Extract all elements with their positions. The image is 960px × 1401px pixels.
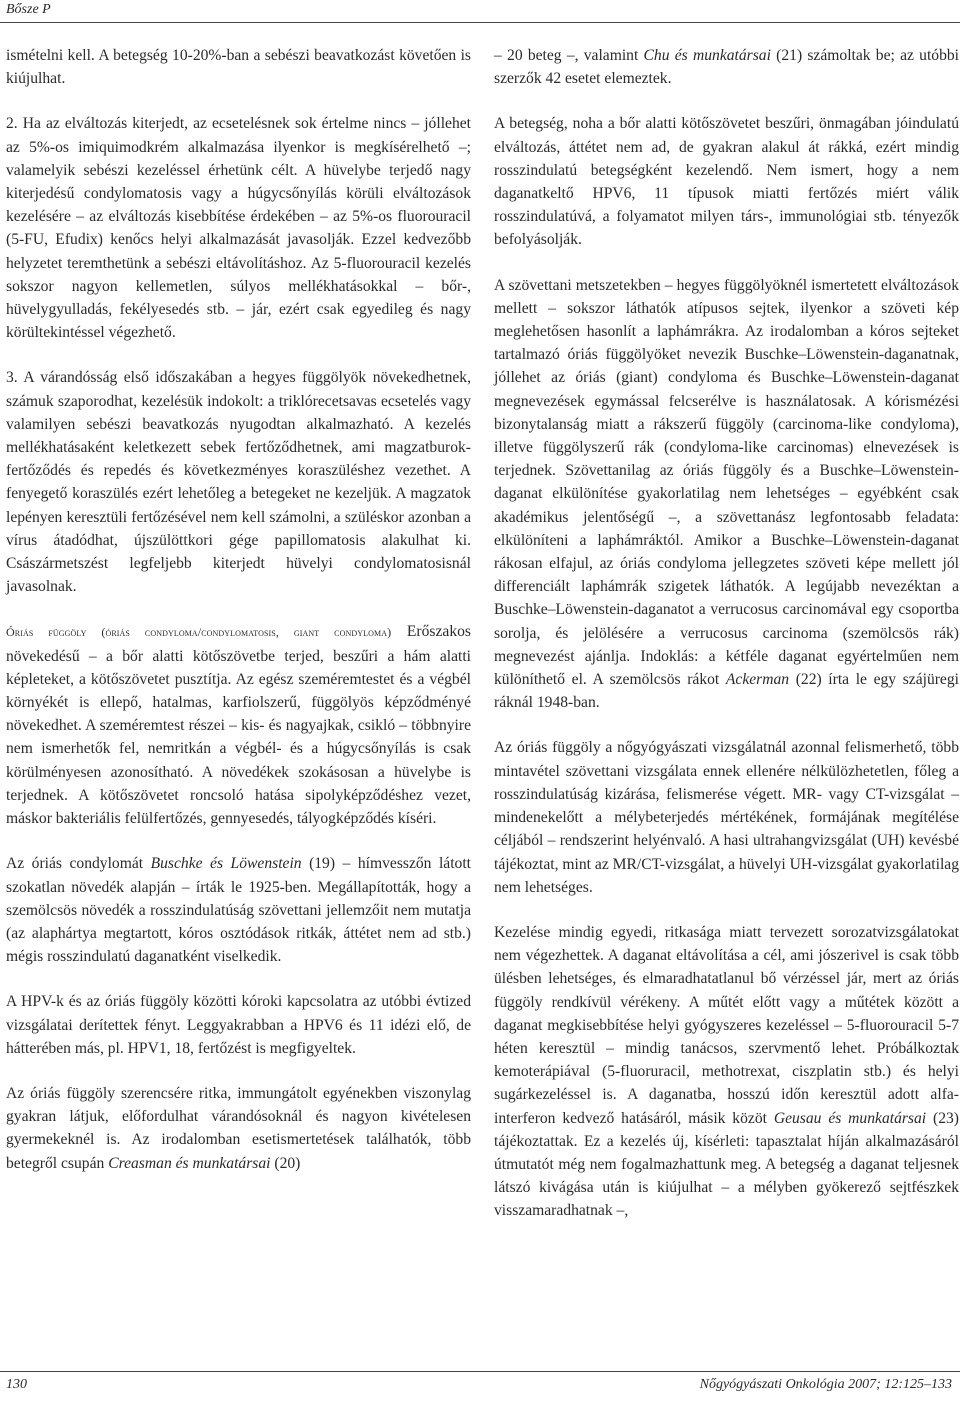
author-citation: Chu és munkatársai [643, 47, 771, 64]
right-column [494, 44, 959, 1223]
section-heading-giant-condyloma: Óriás függöly (óriás condyloma/condylomatosis, giant condyloma) [6, 625, 392, 640]
author-citation: Ackerman [725, 671, 790, 689]
text-run: A szövettani metszetekben – hegyes függölyöknél ismertetett elváltozások mellett – sokszor láthatók atípusos sejtek, ilyenkor a szöveti kép meglehetősen hasonlít a laphámrákra. Az irodalomban a kóros sejteket tartalmazó óriás függölyöket nevezik Buschke–Löwenstein-daganatnak, jóllehet az óriás (giant) condyloma és Buschke–Löwenstein-daganat megnevezések egymással felcserélve is használatosak. A kórismézési bizonytalanság miatt a rákszerű függöly (carcinoma-like condyloma), illetve függölyszerű rák (condyloma-like carcinomas) elnevezések is terjednek. Szövettanilag az óriás függöly és a Buschke–Löwenstein-daganat elkülönítése gyakorlatilag nem lehetséges – egyébként csak akadémikus jelentőségű –, a szövettanász legfontosabb feladata: elkülöníteni a laphámráktól. Amikor a Buschke–Löwenstein-daganat rákosan elfajul, az óriás condyloma jellegzetes szöveti képe mellett jól differenciált laphámrák szigetek láthatók. A legújabb nevezéktan a Buschke–Löwenstein-daganatot a verrucosus carcinomával egy csoportba sorolja, és jelölésére a verrucosus carcinoma (szemölcsös rák) megnevezést ajánlja. Indoklás: a kétféle daganat egyértelműen nem különíthető el. A szemölcsös rákot [494, 276, 959, 689]
paragraph-left-2: 3. A várandósság első időszakában a hegyes függölyök növekedhetnek, számuk szaporodhat, kezelésük indokolt: a triklórecetsavas ecsetelés vagy valamilyen sebészi beavatkozás nyugodtan alkalmazható. A kezelés mellékhatásaként keletkezett sebek fertőződhetnek, ami magzatburok-fertőződés és repedés és következményes koraszüléshez vezethet. A fenyegető koraszülés ezért lehetőleg a betegeket ne kezeljük. A magzatok lepényen keresztüli fertőzésével nem kell számolni, a szüléskor azonban a vírus átadódhat, újszülöttkori gége papillomatosis alakulhat ki. Császármetszést legfeljebb kiterjedt hüvelyi condylomatosisnál javasolnak. [6, 369, 471, 596]
paragraph-left-1: 2. Ha az elváltozás kiterjedt, az ecsetelésnek sok értelme nincs – jóllehet az 5%-os imiquimodkrém alkalmazása ilyenkor is megkísérelhető –; valamelyik sebészi kezeléssel érhetünk célt. A hüvelybe terjedő nagy kiterjedésű condylomatosis vagy a húgycsőnyílás körüli elváltozások kezelésére – az elváltozás kisebbítése érdekében – az 5%-os fluorouracil (5-FU, Efudix) kenőcs helyi alkalmazását javasolják. Ezzel kedvezőbb helyzetet teremthetünk a sebészi eltávolításhoz. Az 5-fluorouracil kezelés sokszor nagyon kellemetlen, súlyos mellékhatásokkal – bőr-, hüvelygyulladás, fekélyesedés stb. – jár, ezért csak egyedileg és nagy körültekintéssel végezhető. [6, 115, 471, 342]
text-run: Az óriás condylomát [6, 855, 151, 873]
paragraph-left-4 [6, 852, 471, 968]
paragraph-right-4 [494, 921, 959, 1223]
header-rule [0, 22, 960, 23]
text-run: (19) – hímvesszőn látott szokatlan növedék alapján – írták le 1925-ben. Megállapították, hogy a szemölcsös növedék a rosszindulatúság szövettani jellemzőit nem mutatja (az alaphártya megtartott, kóros osztódások ritkák, áttétet nem ad stb.) mégis rosszindulatú daganatként viselkedik. [6, 855, 472, 966]
text-run: (21) számoltak be; az utóbbi szerzők 42 esetet elemeztek. [494, 47, 959, 88]
text-run: (22) írta le egy szájüregi ráknál 1948-ban. [494, 671, 959, 712]
text-run: – 20 beteg –, valamint [494, 47, 644, 64]
page-number: 130 [6, 1377, 27, 1392]
text-run: Kezelése mindig egyedi, ritkasága miatt tervezett sorozatvizsgálatokat nem végezhettek. A daganat eltávolítása a cél, ami jószerivel is csak több ülésben lehetséges, és elmaradhatatlanul bő vérzéssel jár, mert az óriás függöly rendkívül vérékeny. A műtét előtt vagy a műtétek között a daganat megkisebbítése helyi gyógyszeres kezeléssel – 5-fluorouracil 5-7 héten keresztül – mindig tanácsos, szervmentő lehet. Próbálkoztak kemoterápiával (5-fluoruracil, methotrexat, ciszplatin stb.) és helyi sugárkezeléssel is. A daganatba, hosszú időn keresztül adott alfa-interferon kedvező hatásáról, másik közöt [494, 923, 959, 1127]
author-citation: Buschke és Löwenstein [150, 855, 302, 873]
running-header-author: Bősze P [6, 2, 51, 17]
paragraph-right-2 [494, 274, 959, 715]
paragraph-left-5: A HPV-k és az óriás függöly közötti kóroki kapcsolatra az utóbbi évtized vizsgálatai derítettek fényt. Leggyakrabban a HPV6 és 11 idézi elő, de hátterében más, pl. HPV1, 18, fertőzést is megfigyeltek. [6, 993, 471, 1057]
paragraph-left-0: ismételni kell. A betegség 10-20%-ban a sebészi beavatkozást követően is kiújulhat. [6, 47, 471, 88]
text-run: Az óriás függöly szerencsére ritka, immungátolt egyénekben viszonylag gyakran látjuk, előfordulhat várandósoknál és nagyon kivételesen gyermekeknél is. Az irodalomban esetismertetések találhatók, több betegről csupán [6, 1084, 471, 1172]
text-run: (20) [270, 1154, 301, 1172]
author-citation: Geusau és munkatársai [773, 1109, 927, 1127]
left-column [6, 44, 471, 1175]
paragraph-left-3 [6, 620, 471, 830]
journal-citation: Nőgyógyászati Onkológia 2007; 12:125–133 [699, 1377, 952, 1392]
section-text: Erőszakos növekedésű – a bőr alatti kötőszövetbe terjed, beszűri a hám alatti képleteket, a kötőszövetet pusztítja. Az egész szeméremtestet és a végbél környékét is ellepő, hatalmas, karfiolszerű, függölyös képződményé növekedhet. A szeméremtest részei – kis- és nagyajkak, csikló – többnyire nem ismerhetők fel, nemritkán a végbél- és a húgycsőnyílás is csak körülményesen azonosítható. A növedékek szokásosan a hüvelybe is terjednek. A kötőszövetet roncsoló hatása sipolyképződéshez vezet, máskor bakteriális felülfertőzés, gennyesedés, tályogképződés kíséri. [6, 623, 471, 828]
paragraph-right-0 [494, 44, 959, 90]
paragraph-right-3: Az óriás függöly a nőgyógyászati vizsgálatnál azonnal felismerhető, több mintavétel szövettani vizsgálata ennek ellenére nélkülözhetetlen, főleg a rosszindulatúság kizárása, felismerése végett. MR- vagy CT-vizsgálat – mindenekelőtt a mélybeterjedés mértékének, formájának megítélése céljából – rendszerint helyénvaló. A hasi ultrahangvizsgálat (UH) kevésbé tájékoztat, mint az MR/CT-vizsgálat, a hüvelyi UH-vizsgálat gyakorlatilag nem lehetséges. [494, 739, 959, 896]
author-citation: Creasman és munkatársai [108, 1154, 271, 1172]
footer-rule [0, 1371, 960, 1372]
paragraph-right-1: A betegség, noha a bőr alatti kötőszövetet beszűri, önmagában jóindulatú elváltozás, áttétet nem ad, de gyakran alakul át rákká, ezért mindig rosszindulatú betegségként kezelendő. Nem ismert, hogy a nem daganatkeltő HPV6, 11 típusok miatti fertőzés miért válik rosszindulatúvá, a folyamatot milyen társ-, immunológiai stb. tényezők befolyásolják. [494, 115, 959, 249]
text-run: (23) tájékoztattak. Ez a kezelés új, kísérleti: tapasztalat híján alkalmazásáról útmutatót még nem fogalmazhattunk meg. A betegség a daganat teljesnek látszó kivágása után is kiújulhat – a mélyben gyökerező sejtfészkek visszamaradhatnak –, [494, 1109, 959, 1220]
paragraph-left-6 [6, 1082, 471, 1175]
